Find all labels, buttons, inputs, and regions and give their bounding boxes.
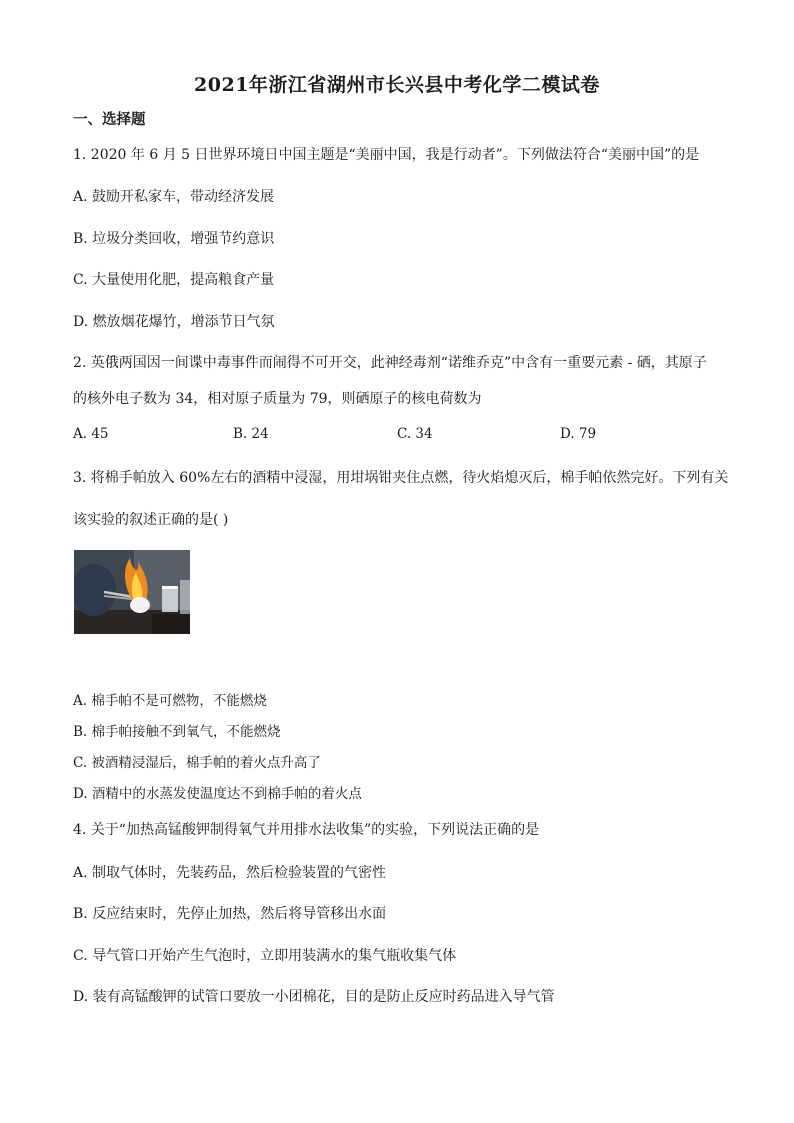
section-heading: 一、选择题 xyxy=(73,111,146,128)
q4-stem: 4. 关于“加热高锰酸钾制得氧气并用排水法收集”的实验，下列说法正确的是 xyxy=(73,822,540,838)
q4-option-c: C. 导气管口开始产生气泡时，立即用装满水的集气瓶收集气体 xyxy=(73,948,457,964)
q2-stem-line2: 的核外电子数为 34，相对原子质量为 79，则硒原子的核电荷数为 xyxy=(73,391,482,407)
q3-stem-line1: 3. 将棉手帕放入 60%左右的酒精中浸湿，用坩埚钳夹住点燃，待火焰熄灭后，棉手帕依然完好。下列有关 xyxy=(73,470,729,486)
q1-option-b: B. 垃圾分类回收，增强节约意识 xyxy=(73,231,275,247)
q3-option-a: A. 棉手帕不是可燃物，不能燃烧 xyxy=(73,693,267,709)
q3-option-d: D. 酒精中的水蒸发使温度达不到棉手帕的着火点 xyxy=(73,786,362,802)
q1-option-c: C. 大量使用化肥，提高粮食产量 xyxy=(73,272,275,288)
page-title: 2021年浙江省湖州市长兴县中考化学二模试卷 xyxy=(194,74,600,96)
q4-option-d: D. 装有高锰酸钾的试管口要放一小团棉花，目的是防止反应时药品进入导气管 xyxy=(73,989,555,1005)
q3-option-c: C. 被酒精浸湿后，棉手帕的着火点升高了 xyxy=(73,755,321,771)
q4-option-a: A. 制取气体时，先装药品，然后检验装置的气密性 xyxy=(73,865,387,881)
q2-option-d: D. 79 xyxy=(560,426,597,442)
q2-option-b: B. 24 xyxy=(233,426,269,442)
q1-stem: 1. 2020 年 6 月 5 日世界环境日中国主题是“美丽中国，我是行动者”。下列做法符合“美丽中国”的是 xyxy=(73,147,700,163)
q3-option-b: B. 棉手帕接触不到氧气，不能燃烧 xyxy=(73,724,281,740)
q1-option-a: A. 鼓励开私家车，带动经济发展 xyxy=(73,189,275,205)
q3-stem-line2: 该实验的叙述正确的是( ) xyxy=(73,512,229,528)
q1-option-d: D. 燃放烟花爆竹，增添节日气氛 xyxy=(73,314,275,330)
q2-options-row xyxy=(73,426,733,444)
q2-stem-line1: 2. 英俄两国因一间谍中毒事件而闹得不可开交，此神经毒剂“诺维乔克”中含有一重要元素 - 硒，其原子 xyxy=(73,355,707,371)
q4-option-b: B. 反应结束时，先停止加热，然后将导管移出水面 xyxy=(73,906,387,922)
q2-option-a: A. 45 xyxy=(73,426,109,442)
q2-option-c: C. 34 xyxy=(397,426,433,442)
experiment-photo xyxy=(74,550,190,634)
